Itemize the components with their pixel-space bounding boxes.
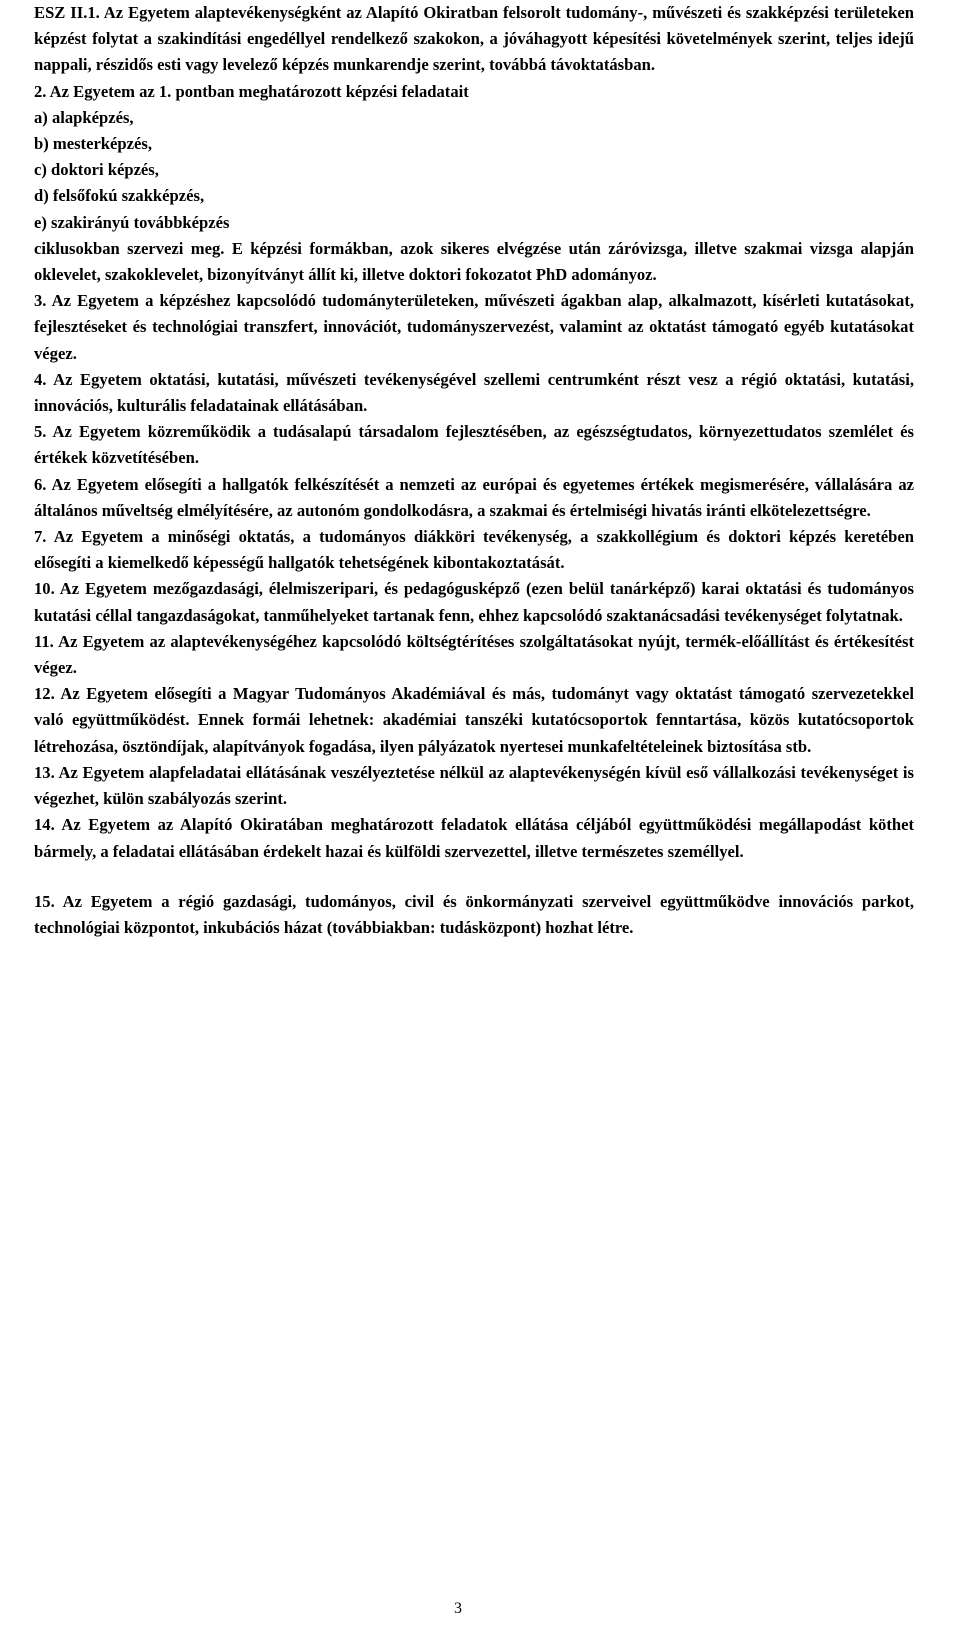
list-item-c: c) doktori képzés, bbox=[34, 160, 159, 180]
paragraph-2-intro: 2. Az Egyetem az 1. pontban meghatározott képzési feladatait bbox=[34, 81, 469, 101]
paragraph-13: 13. Az Egyetem alapfeladatai ellátásának veszélyeztetése nélkül az alaptevékenységén kívül eső vállalkozási tevékenységet is végezhet, külön szabályozás szerint. bbox=[34, 762, 914, 809]
list-item-e: e) szakirányú továbbképzés bbox=[34, 212, 230, 232]
list-item-b: b) mesterképzés, bbox=[34, 134, 152, 154]
list-item-a: a) alapképzés, bbox=[34, 107, 134, 127]
paragraph-spacer bbox=[34, 865, 914, 889]
paragraph-6: 6. Az Egyetem elősegíti a hallgatók felkészítését a nemzeti az európai és egyetemes értékek megismerésére, vállalására az általános műveltség elmélyítésére, az autonóm gondolkodásra, a szakmai és értelmiségi hivatás iránti elkötelezettségre. bbox=[34, 474, 914, 520]
paragraph-3: 3. Az Egyetem a képzéshez kapcsolódó tudományterületeken, művészeti ágakban alap, alkalmazott, kísérleti kutatásokat, fejlesztéseket és technológiai transzfert, innovációt, tudományszervezést, valamint az oktatást támogató egyéb kutatásokat végez. bbox=[34, 291, 914, 363]
paragraph-1: ESZ II.1. Az Egyetem alaptevékenységként az Alapító Okiratban felsorolt tudomány-, művészeti és szakképzési területeken képzést folytat a szakindítási engedéllyel rendelkező szakokon, a jóváhagyott képesítési követelmények szerint, teljes idejű nappali, részidős esti vagy levelező képzés munkarendje szerint, továbbá távoktatásban. bbox=[34, 3, 914, 75]
paragraph-5: 5. Az Egyetem közreműködik a tudásalapú társadalom fejlesztésében, az egészségtudatos, környezettudatos szemlélet és értékek közvetítésében. bbox=[34, 422, 914, 468]
paragraph-4: 4. Az Egyetem oktatási, kutatási, művészeti tevékenységével szellemi centrumként részt vesz a régió oktatási, kutatási, innovációs, kulturális feladatainak ellátásában. bbox=[34, 369, 914, 416]
paragraph-2-outro: ciklusokban szervezi meg. E képzési formákban, azok sikeres elvégzése után záróvizsga, illetve szakmai vizsga alapján oklevelet, szakoklevelet, bizonyítványt állít ki, illetve doktori fokozatot PhD adományoz. bbox=[34, 238, 914, 285]
page-number: 3 bbox=[454, 1600, 462, 1617]
paragraph-11: 11. Az Egyetem az alaptevékenységéhez kapcsolódó költségtérítéses szolgáltatásokat nyújt, termék-előállítást és értékesítést végez. bbox=[34, 631, 914, 678]
list-item-d: d) felsőfokú szakképzés, bbox=[34, 186, 205, 206]
paragraph-10: 10. Az Egyetem mezőgazdasági, élelmiszeripari, és pedagógusképző (ezen belül tanárképző) karai oktatási és tudományos kutatási céllal tangazdaságokat, tanműhelyeket tartanak fenn, ehhez kapcsolódó szaktanácsadási tevékenységet folytatnak. bbox=[34, 579, 914, 625]
document-body bbox=[34, 0, 914, 941]
paragraph-12: 12. Az Egyetem elősegíti a Magyar Tudományos Akadémiával és más, tudományt vagy oktatást támogató szervezetekkel való együttműködést. Ennek formái lehetnek: akadémiai tanszéki kutatócsoportok fenntartása, közös kutatócsoportok létrehozása, ösztöndíjak, alapítványok fogadása, ilyen pályázatok nyertesei munkafeltételeinek biztosítása stb. bbox=[34, 684, 914, 756]
paragraph-7: 7. Az Egyetem a minőségi oktatás, a tudományos diákköri tevékenység, a szakkollégium és doktori képzés keretében elősegíti a kiemelkedő képességű hallgatók tehetségének kibontakoztatását. bbox=[34, 527, 914, 573]
paragraph-14: 14. Az Egyetem az Alapító Okiratában meghatározott feladatok ellátása céljából együttműködési megállapodást köthet bármely, a feladatai ellátásában érdekelt hazai és külföldi szervezettel, illetve természetes személlyel. bbox=[34, 815, 914, 861]
paragraph-15: 15. Az Egyetem a régió gazdasági, tudományos, civil és önkormányzati szerveivel együttműködve innovációs parkot, technológiai központot, inkubációs házat (továbbiakban: tudásközpont) hozhat létre. bbox=[34, 891, 914, 937]
